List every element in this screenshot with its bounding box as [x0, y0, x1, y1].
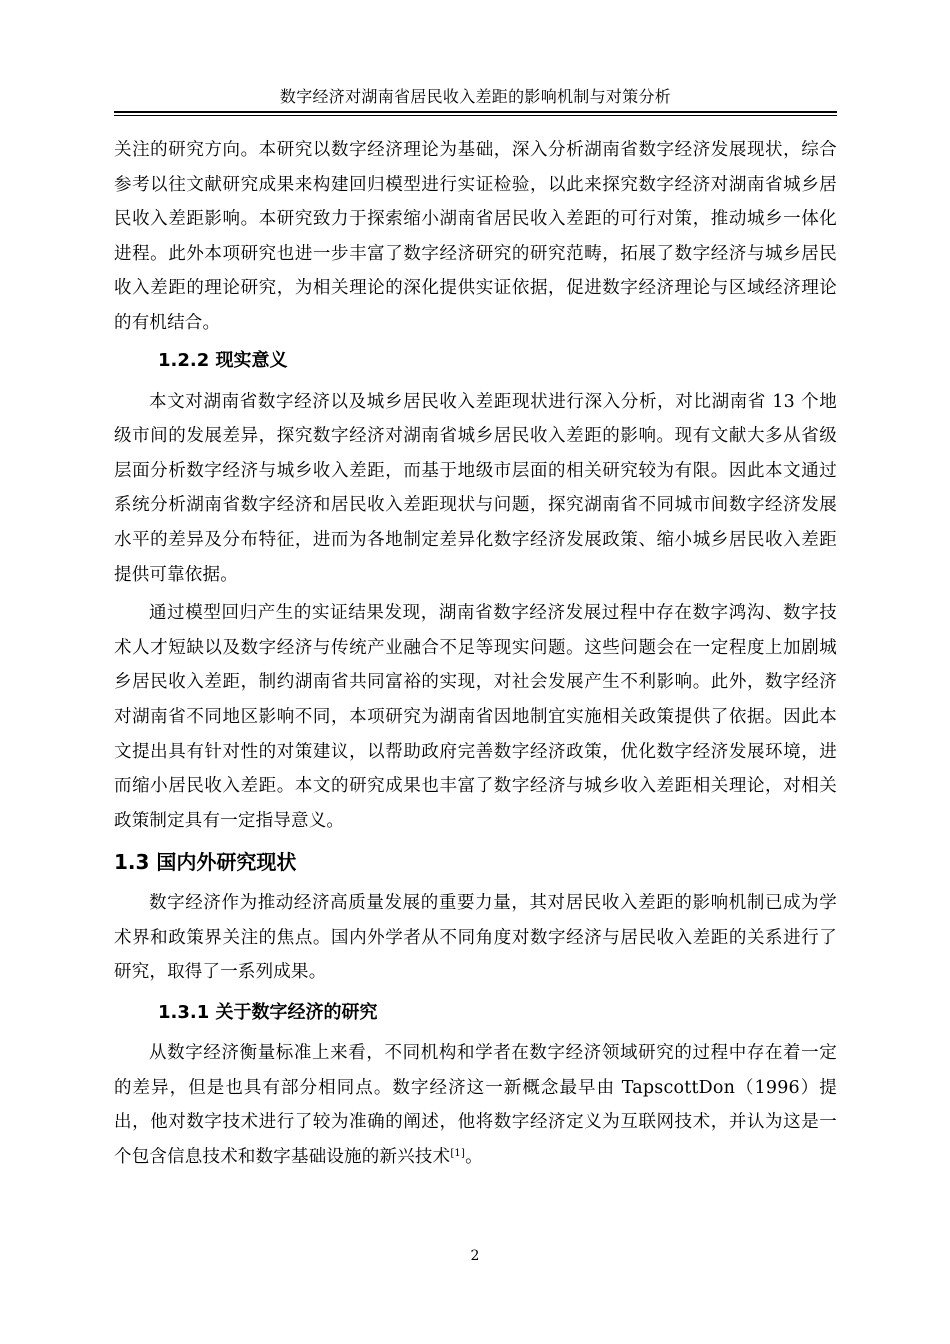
paragraph-text: 从数字经济衡量标准上来看，不同机构和学者在数字经济领域研究的过程中存在着一定的差异，但是也具有部分相同点。数字经济这一新概念最早由 TapscottDon（1996）提出，他对数字技术进行了较为准确的阐述，他将数字经济定义为互联网技术，并认为这是一个包含信息技术和数字基础设施的新兴技术 [114, 1043, 837, 1167]
header-rule [114, 111, 837, 113]
paragraph-digital-economy-research [114, 1036, 837, 1174]
paragraph-continued: 关注的研究方向。本研究以数字经济理论为基础，深入分析湖南省数字经济发展现状，综合参考以往文献研究成果来构建回归模型进行实证检验，以此来探究数字经济对湖南省城乡居民收入差距影响。本研究致力于探索缩小湖南省居民收入差距的可行对策，推动城乡一体化进程。此外本项研究也进一步丰富了数字经济研究的研究范畴，拓展了数字经济与城乡居民收入差距的理论研究，为相关理论的深化提供实证依据，促进数字经济理论与区域经济理论的有机结合。 [114, 140, 837, 333]
section-heading-1-3-1: 1.3.1 关于数字经济的研究 [158, 1002, 378, 1024]
page-number: 2 [470, 1248, 480, 1264]
paragraph-research-status: 数字经济作为推动经济高质量发展的重要力量，其对居民收入差距的影响机制已成为学术界和政策界关注的焦点。国内外学者从不同角度对数字经济与居民收入差距的关系进行了研究，取得了一系列成果。 [114, 893, 837, 983]
header-rule-thin [114, 115, 837, 116]
paragraph-end-punctuation: 。 [465, 1146, 483, 1167]
paragraph-practical-significance-2: 通过模型回归产生的实证结果发现，湖南省数字经济发展过程中存在数字鸿沟、数字技术人才短缺以及数字经济与传统产业融合不足等现实问题。这些问题会在一定程度上加剧城乡居民收入差距，制约湖南省共同富裕的实现，对社会发展产生不利影响。此外，数字经济对湖南省不同地区影响不同，本项研究为湖南省因地制宜实施相关政策提供了依据。因此本文提出具有针对性的对策建议，以帮助政府完善数字经济政策，优化数字经济发展环境，进而缩小居民收入差距。本文的研究成果也丰富了数字经济与城乡收入差距相关理论，对相关政策制定具有一定指导意义。 [114, 603, 837, 831]
document-body [114, 133, 837, 1174]
running-header: 数字经济对湖南省居民收入差距的影响机制与对策分析 [279, 87, 672, 106]
citation-reference[interactable]: [1] [450, 1147, 466, 1159]
paragraph-practical-significance-1: 本文对湖南省数字经济以及城乡居民收入差距现状进行深入分析，对比湖南省 13 个地级市间的发展差异，探究数字经济对湖南省城乡居民收入差距的影响。现有文献大多从省级层面分析数字经济与城乡收入差距，而基于地级市层面的相关研究较为有限。因此本文通过系统分析湖南省数字经济和居民收入差距现状与问题，探究湖南省不同城市间数字经济发展水平的差异及分布特征，进而为各地制定差异化数字经济发展政策、缩小城乡居民收入差距提供可靠依据。 [114, 391, 837, 585]
section-heading-1-2-2: 1.2.2 现实意义 [158, 349, 288, 371]
section-heading-1-3: 1.3 国内外研究现状 [114, 850, 297, 875]
